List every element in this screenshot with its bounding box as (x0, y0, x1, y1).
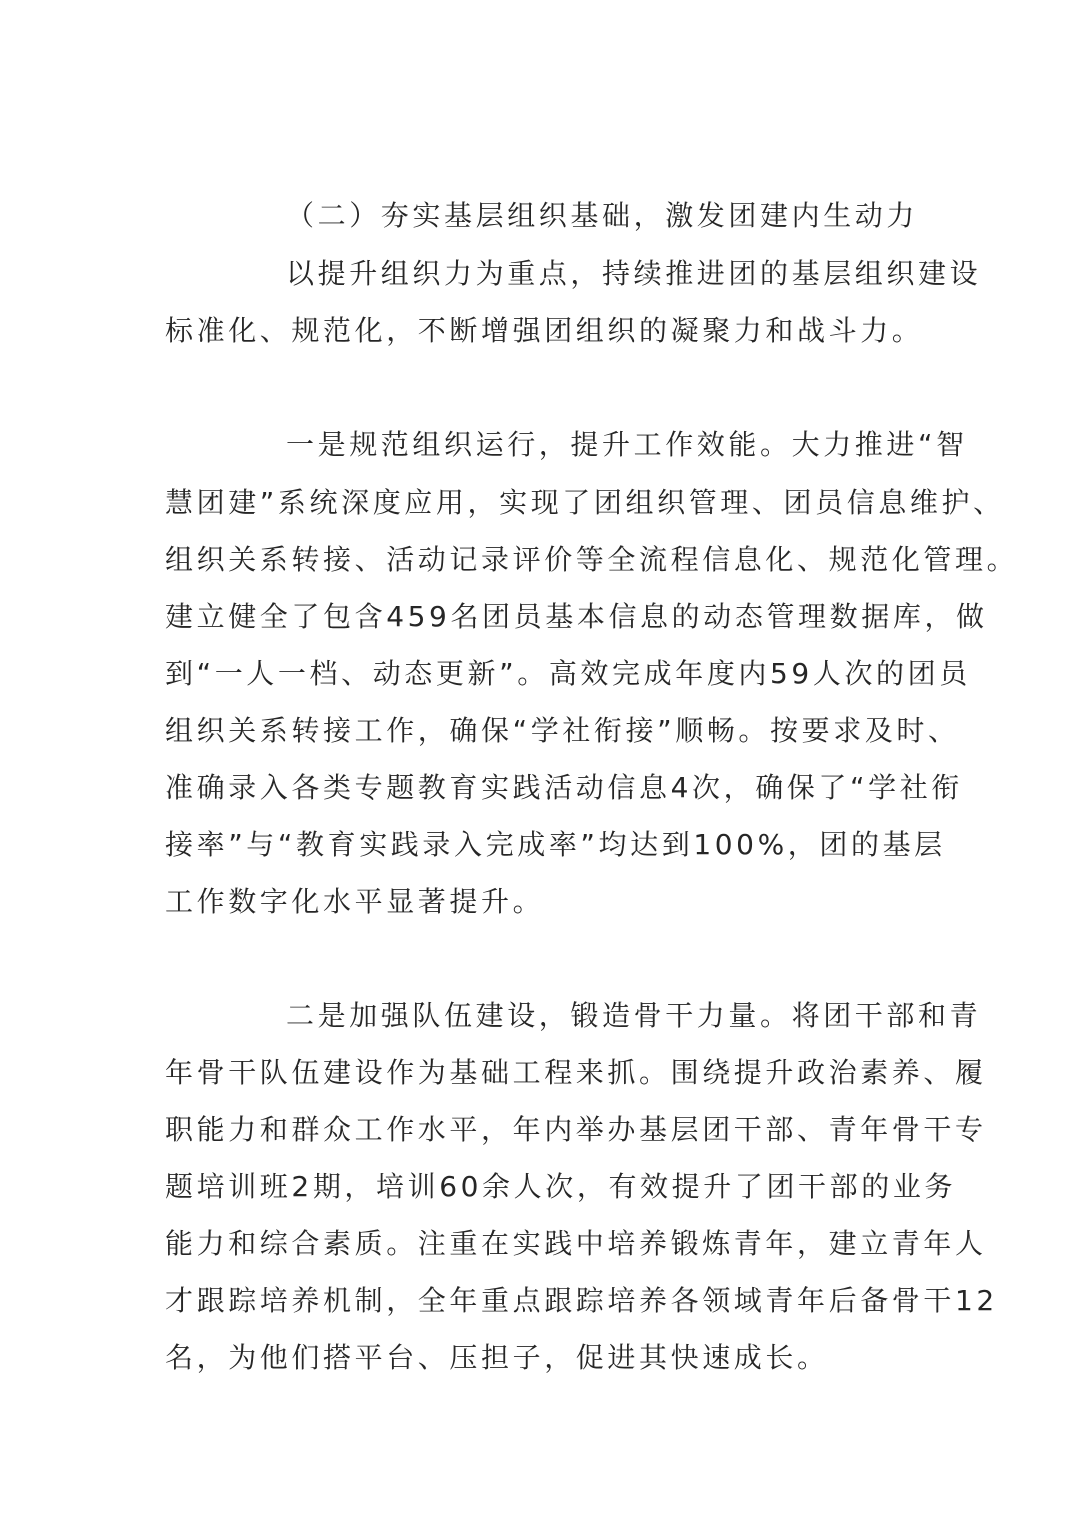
section-two-line-5: 能力和综合素质。注重在实践中培养锻炼青年，建立青年人 (165, 1227, 987, 1260)
intro-line-2: 标准化、规范化，不断增强团组织的凝聚力和战斗力。 (165, 314, 924, 347)
section-two-line-6: 才跟踪培养机制，全年重点跟踪培养各领域青年后备骨干12 (165, 1284, 998, 1317)
section-two-line-1: 二是加强队伍建设，锻造骨干力量。将团干部和青 (286, 999, 982, 1032)
section-two-line-7: 名，为他们搭平台、压担子，促进其快速成长。 (165, 1341, 829, 1374)
section-two-line-4: 题培训班2期，培训60余人次，有效提升了团干部的业务 (165, 1170, 957, 1203)
section-heading: （二）夯实基层组织基础，激发团建内生动力 (286, 199, 919, 232)
section-one-line-2: 慧团建”系统深度应用，实现了团组织管理、团员信息维护、 (165, 486, 1005, 519)
section-one-line-5: 到“一人一档、动态更新”。高效完成年度内59人次的团员 (165, 657, 971, 690)
section-one-line-3: 组织关系转接、活动记录评价等全流程信息化、规范化管理。 (165, 543, 1019, 576)
intro-line-1: 以提升组织力为重点，持续推进团的基层组织建设 (286, 257, 982, 290)
section-one-line-4: 建立健全了包含459名团员基本信息的动态管理数据库，做 (165, 600, 988, 633)
section-one-line-8: 接率”与“教育实践录入完成率”均达到100%，团的基层 (165, 828, 946, 861)
section-one-line-6: 组织关系转接工作，确保“学社衔接”顺畅。按要求及时、 (165, 714, 960, 747)
section-one-line-1: 一是规范组织运行，提升工作效能。大力推进“智 (286, 428, 968, 461)
section-two-line-2: 年骨干队伍建设作为基础工程来抓。围绕提升政治素养、履 (165, 1056, 987, 1089)
section-one-line-9: 工作数字化水平显著提升。 (165, 885, 545, 918)
section-two-line-3: 职能力和群众工作水平，年内举办基层团干部、青年骨干专 (165, 1113, 987, 1146)
section-one-line-7: 准确录入各类专题教育实践活动信息4次，确保了“学社衔 (165, 771, 963, 804)
